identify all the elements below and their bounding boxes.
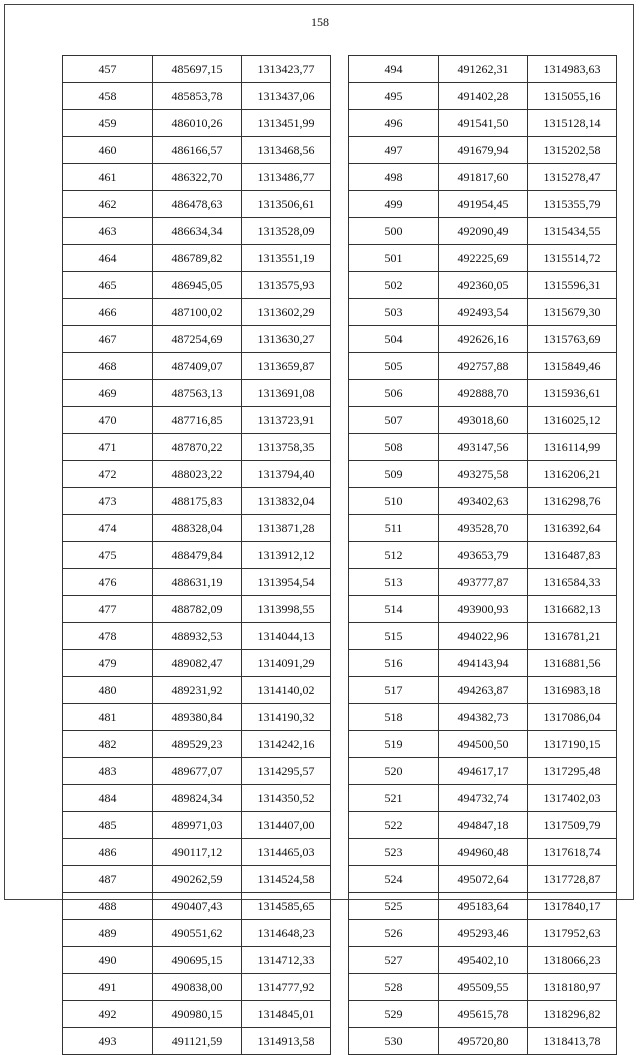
- y-coordinate-cell: 1313528,09: [242, 218, 331, 245]
- point-number-cell: 478: [63, 623, 153, 650]
- y-coordinate-cell: 1316881,56: [528, 650, 617, 677]
- table-row: [63, 920, 331, 947]
- y-coordinate-cell: 1313437,06: [242, 83, 331, 110]
- table-row: [63, 191, 331, 218]
- point-number-cell: 520: [349, 758, 439, 785]
- y-coordinate-cell: 1316983,18: [528, 677, 617, 704]
- table-row: [349, 731, 617, 758]
- y-coordinate-cell: 1315763,69: [528, 326, 617, 353]
- point-number-cell: 507: [349, 407, 439, 434]
- x-coordinate-cell: 488782,09: [153, 596, 242, 623]
- y-coordinate-cell: 1313723,91: [242, 407, 331, 434]
- y-coordinate-cell: 1314777,92: [242, 974, 331, 1001]
- point-number-cell: 521: [349, 785, 439, 812]
- x-coordinate-cell: 489380,84: [153, 704, 242, 731]
- x-coordinate-cell: 491954,45: [439, 191, 528, 218]
- x-coordinate-cell: 489824,34: [153, 785, 242, 812]
- table-row: [63, 299, 331, 326]
- y-coordinate-cell: 1313691,08: [242, 380, 331, 407]
- point-number-cell: 523: [349, 839, 439, 866]
- x-coordinate-cell: 485697,15: [153, 56, 242, 83]
- table-row: [63, 677, 331, 704]
- x-coordinate-cell: 490695,15: [153, 947, 242, 974]
- y-coordinate-cell: 1317728,87: [528, 866, 617, 893]
- x-coordinate-cell: 490117,12: [153, 839, 242, 866]
- table-row: [63, 164, 331, 191]
- x-coordinate-cell: 486322,70: [153, 164, 242, 191]
- point-number-cell: 530: [349, 1028, 439, 1055]
- table-row: [349, 893, 617, 920]
- table-row: [63, 83, 331, 110]
- x-coordinate-cell: 495720,80: [439, 1028, 528, 1055]
- x-coordinate-cell: 494263,87: [439, 677, 528, 704]
- y-coordinate-cell: 1313506,61: [242, 191, 331, 218]
- table-row: [349, 83, 617, 110]
- table-row: [349, 137, 617, 164]
- x-coordinate-cell: 486478,63: [153, 191, 242, 218]
- point-number-cell: 515: [349, 623, 439, 650]
- table-row: [349, 812, 617, 839]
- table-row: [63, 623, 331, 650]
- table-row: [63, 866, 331, 893]
- point-number-cell: 510: [349, 488, 439, 515]
- point-number-cell: 463: [63, 218, 153, 245]
- y-coordinate-cell: 1314648,23: [242, 920, 331, 947]
- table-row: [349, 623, 617, 650]
- point-number-cell: 493: [63, 1028, 153, 1055]
- y-coordinate-cell: 1317295,48: [528, 758, 617, 785]
- x-coordinate-cell: 489529,23: [153, 731, 242, 758]
- point-number-cell: 501: [349, 245, 439, 272]
- table-row: [349, 920, 617, 947]
- y-coordinate-cell: 1314913,58: [242, 1028, 331, 1055]
- point-number-cell: 516: [349, 650, 439, 677]
- x-coordinate-cell: 487254,69: [153, 326, 242, 353]
- y-coordinate-cell: 1313871,28: [242, 515, 331, 542]
- x-coordinate-cell: 487563,13: [153, 380, 242, 407]
- point-number-cell: 465: [63, 272, 153, 299]
- point-number-cell: 460: [63, 137, 153, 164]
- point-number-cell: 508: [349, 434, 439, 461]
- table-row: [349, 785, 617, 812]
- point-number-cell: 481: [63, 704, 153, 731]
- y-coordinate-cell: 1313423,77: [242, 56, 331, 83]
- table-row: [349, 191, 617, 218]
- y-coordinate-cell: 1316114,99: [528, 434, 617, 461]
- y-coordinate-cell: 1314350,52: [242, 785, 331, 812]
- y-coordinate-cell: 1313630,27: [242, 326, 331, 353]
- point-number-cell: 490: [63, 947, 153, 974]
- point-number-cell: 469: [63, 380, 153, 407]
- x-coordinate-cell: 491262,31: [439, 56, 528, 83]
- x-coordinate-cell: 495183,64: [439, 893, 528, 920]
- y-coordinate-cell: 1317190,15: [528, 731, 617, 758]
- y-coordinate-cell: 1317086,04: [528, 704, 617, 731]
- table-row: [349, 380, 617, 407]
- point-number-cell: 497: [349, 137, 439, 164]
- point-number-cell: 488: [63, 893, 153, 920]
- y-coordinate-cell: 1313451,99: [242, 110, 331, 137]
- table-row: [63, 596, 331, 623]
- point-number-cell: 479: [63, 650, 153, 677]
- y-coordinate-cell: 1318180,97: [528, 974, 617, 1001]
- point-number-cell: 505: [349, 353, 439, 380]
- table-row: [63, 1028, 331, 1055]
- point-number-cell: 487: [63, 866, 153, 893]
- table-row: [63, 947, 331, 974]
- y-coordinate-cell: 1313659,87: [242, 353, 331, 380]
- table-row: [349, 326, 617, 353]
- point-number-cell: 467: [63, 326, 153, 353]
- y-coordinate-cell: 1314585,65: [242, 893, 331, 920]
- x-coordinate-cell: 490838,00: [153, 974, 242, 1001]
- point-number-cell: 519: [349, 731, 439, 758]
- point-number-cell: 471: [63, 434, 153, 461]
- x-coordinate-cell: 495615,78: [439, 1001, 528, 1028]
- point-number-cell: 477: [63, 596, 153, 623]
- y-coordinate-cell: 1313758,35: [242, 434, 331, 461]
- y-coordinate-cell: 1314091,29: [242, 650, 331, 677]
- x-coordinate-cell: 486945,05: [153, 272, 242, 299]
- x-coordinate-cell: 491817,60: [439, 164, 528, 191]
- x-coordinate-cell: 495293,46: [439, 920, 528, 947]
- y-coordinate-cell: 1315202,58: [528, 137, 617, 164]
- y-coordinate-cell: 1316487,83: [528, 542, 617, 569]
- y-coordinate-cell: 1314407,00: [242, 812, 331, 839]
- x-coordinate-cell: 493900,93: [439, 596, 528, 623]
- point-number-cell: 522: [349, 812, 439, 839]
- y-coordinate-cell: 1313954,54: [242, 569, 331, 596]
- y-coordinate-cell: 1316682,13: [528, 596, 617, 623]
- point-number-cell: 494: [349, 56, 439, 83]
- x-coordinate-cell: 493777,87: [439, 569, 528, 596]
- table-row: [63, 542, 331, 569]
- x-coordinate-cell: 491541,50: [439, 110, 528, 137]
- point-number-cell: 476: [63, 569, 153, 596]
- x-coordinate-cell: 494022,96: [439, 623, 528, 650]
- table-row: [349, 866, 617, 893]
- point-number-cell: 527: [349, 947, 439, 974]
- table-row: [63, 1001, 331, 1028]
- point-number-cell: 486: [63, 839, 153, 866]
- x-coordinate-cell: 488479,84: [153, 542, 242, 569]
- x-coordinate-cell: 492090,49: [439, 218, 528, 245]
- x-coordinate-cell: 487100,02: [153, 299, 242, 326]
- y-coordinate-cell: 1315514,72: [528, 245, 617, 272]
- x-coordinate-cell: 491402,28: [439, 83, 528, 110]
- y-coordinate-cell: 1316206,21: [528, 461, 617, 488]
- point-number-cell: 495: [349, 83, 439, 110]
- y-coordinate-cell: 1313998,55: [242, 596, 331, 623]
- table-row: [63, 704, 331, 731]
- point-number-cell: 512: [349, 542, 439, 569]
- table-row: [349, 56, 617, 83]
- point-number-cell: 492: [63, 1001, 153, 1028]
- point-number-cell: 518: [349, 704, 439, 731]
- point-number-cell: 457: [63, 56, 153, 83]
- y-coordinate-cell: 1315055,16: [528, 83, 617, 110]
- y-coordinate-cell: 1313794,40: [242, 461, 331, 488]
- point-number-cell: 459: [63, 110, 153, 137]
- table-row: [63, 353, 331, 380]
- table-row: [349, 461, 617, 488]
- x-coordinate-cell: 490262,59: [153, 866, 242, 893]
- point-number-cell: 458: [63, 83, 153, 110]
- x-coordinate-cell: 485853,78: [153, 83, 242, 110]
- point-number-cell: 468: [63, 353, 153, 380]
- table-row: [63, 137, 331, 164]
- point-number-cell: 485: [63, 812, 153, 839]
- table-row: [349, 569, 617, 596]
- table-row: [349, 596, 617, 623]
- table-row: [349, 515, 617, 542]
- table-row: [349, 218, 617, 245]
- point-number-cell: 517: [349, 677, 439, 704]
- y-coordinate-cell: 1314242,16: [242, 731, 331, 758]
- table-row: [349, 110, 617, 137]
- point-number-cell: 500: [349, 218, 439, 245]
- table-row: [63, 245, 331, 272]
- table-row: [349, 542, 617, 569]
- y-coordinate-cell: 1315849,46: [528, 353, 617, 380]
- table-row: [349, 164, 617, 191]
- table-row: [63, 758, 331, 785]
- x-coordinate-cell: 491679,94: [439, 137, 528, 164]
- x-coordinate-cell: 487716,85: [153, 407, 242, 434]
- y-coordinate-cell: 1313575,93: [242, 272, 331, 299]
- point-number-cell: 491: [63, 974, 153, 1001]
- x-coordinate-cell: 488631,19: [153, 569, 242, 596]
- table-row: [63, 839, 331, 866]
- y-coordinate-cell: 1314712,33: [242, 947, 331, 974]
- table-row: [349, 299, 617, 326]
- x-coordinate-cell: 487409,07: [153, 353, 242, 380]
- point-number-cell: 498: [349, 164, 439, 191]
- x-coordinate-cell: 492360,05: [439, 272, 528, 299]
- x-coordinate-cell: 489971,03: [153, 812, 242, 839]
- coordinates-table-right: [348, 55, 617, 1055]
- table-row: [349, 245, 617, 272]
- y-coordinate-cell: 1315936,61: [528, 380, 617, 407]
- x-coordinate-cell: 490551,62: [153, 920, 242, 947]
- x-coordinate-cell: 492225,69: [439, 245, 528, 272]
- x-coordinate-cell: 494960,48: [439, 839, 528, 866]
- x-coordinate-cell: 492493,54: [439, 299, 528, 326]
- point-number-cell: 526: [349, 920, 439, 947]
- point-number-cell: 503: [349, 299, 439, 326]
- table-row: [349, 677, 617, 704]
- y-coordinate-cell: 1314983,63: [528, 56, 617, 83]
- x-coordinate-cell: 486010,26: [153, 110, 242, 137]
- point-number-cell: 475: [63, 542, 153, 569]
- y-coordinate-cell: 1318296,82: [528, 1001, 617, 1028]
- point-number-cell: 462: [63, 191, 153, 218]
- x-coordinate-cell: 486634,34: [153, 218, 242, 245]
- table-row: [63, 110, 331, 137]
- y-coordinate-cell: 1313486,77: [242, 164, 331, 191]
- point-number-cell: 499: [349, 191, 439, 218]
- table-row: [63, 56, 331, 83]
- table-row: [63, 488, 331, 515]
- x-coordinate-cell: 491121,59: [153, 1028, 242, 1055]
- y-coordinate-cell: 1313468,56: [242, 137, 331, 164]
- x-coordinate-cell: 490980,15: [153, 1001, 242, 1028]
- table-row: [349, 353, 617, 380]
- point-number-cell: 474: [63, 515, 153, 542]
- y-coordinate-cell: 1314190,32: [242, 704, 331, 731]
- point-number-cell: 513: [349, 569, 439, 596]
- y-coordinate-cell: 1317402,03: [528, 785, 617, 812]
- x-coordinate-cell: 494617,17: [439, 758, 528, 785]
- y-coordinate-cell: 1316781,21: [528, 623, 617, 650]
- x-coordinate-cell: 493018,60: [439, 407, 528, 434]
- point-number-cell: 529: [349, 1001, 439, 1028]
- table-row: [63, 326, 331, 353]
- point-number-cell: 482: [63, 731, 153, 758]
- y-coordinate-cell: 1313832,04: [242, 488, 331, 515]
- x-coordinate-cell: 495402,10: [439, 947, 528, 974]
- x-coordinate-cell: 492888,70: [439, 380, 528, 407]
- x-coordinate-cell: 492626,16: [439, 326, 528, 353]
- x-coordinate-cell: 494732,74: [439, 785, 528, 812]
- x-coordinate-cell: 495072,64: [439, 866, 528, 893]
- table-row: [63, 785, 331, 812]
- y-coordinate-cell: 1316392,64: [528, 515, 617, 542]
- table-row: [63, 812, 331, 839]
- page-number: 158: [311, 15, 329, 29]
- x-coordinate-cell: 493653,79: [439, 542, 528, 569]
- x-coordinate-cell: 494382,73: [439, 704, 528, 731]
- y-coordinate-cell: 1316584,33: [528, 569, 617, 596]
- table-row: [349, 1028, 617, 1055]
- x-coordinate-cell: 493275,58: [439, 461, 528, 488]
- y-coordinate-cell: 1315278,47: [528, 164, 617, 191]
- table-row: [63, 515, 331, 542]
- point-number-cell: 514: [349, 596, 439, 623]
- table-row: [349, 839, 617, 866]
- x-coordinate-cell: 492757,88: [439, 353, 528, 380]
- point-number-cell: 502: [349, 272, 439, 299]
- table-row: [63, 731, 331, 758]
- x-coordinate-cell: 488023,22: [153, 461, 242, 488]
- point-number-cell: 483: [63, 758, 153, 785]
- x-coordinate-cell: 493402,63: [439, 488, 528, 515]
- table-row: [349, 758, 617, 785]
- point-number-cell: 528: [349, 974, 439, 1001]
- x-coordinate-cell: 494847,18: [439, 812, 528, 839]
- x-coordinate-cell: 494500,50: [439, 731, 528, 758]
- y-coordinate-cell: 1314140,02: [242, 677, 331, 704]
- y-coordinate-cell: 1314295,57: [242, 758, 331, 785]
- y-coordinate-cell: 1313602,29: [242, 299, 331, 326]
- x-coordinate-cell: 488932,53: [153, 623, 242, 650]
- y-coordinate-cell: 1314465,03: [242, 839, 331, 866]
- x-coordinate-cell: 486789,82: [153, 245, 242, 272]
- point-number-cell: 504: [349, 326, 439, 353]
- table-row: [63, 893, 331, 920]
- x-coordinate-cell: 486166,57: [153, 137, 242, 164]
- table-row: [63, 380, 331, 407]
- table-row: [63, 461, 331, 488]
- x-coordinate-cell: 489082,47: [153, 650, 242, 677]
- table-row: [349, 272, 617, 299]
- y-coordinate-cell: 1314044,13: [242, 623, 331, 650]
- y-coordinate-cell: 1316298,76: [528, 488, 617, 515]
- y-coordinate-cell: 1313551,19: [242, 245, 331, 272]
- point-number-cell: 506: [349, 380, 439, 407]
- x-coordinate-cell: 487870,22: [153, 434, 242, 461]
- point-number-cell: 473: [63, 488, 153, 515]
- x-coordinate-cell: 488328,04: [153, 515, 242, 542]
- y-coordinate-cell: 1318413,78: [528, 1028, 617, 1055]
- x-coordinate-cell: 493147,56: [439, 434, 528, 461]
- table-row: [63, 569, 331, 596]
- y-coordinate-cell: 1318066,23: [528, 947, 617, 974]
- table-row: [63, 218, 331, 245]
- table-row: [349, 704, 617, 731]
- table-row: [349, 974, 617, 1001]
- x-coordinate-cell: 489231,92: [153, 677, 242, 704]
- table-row: [349, 488, 617, 515]
- x-coordinate-cell: 489677,07: [153, 758, 242, 785]
- x-coordinate-cell: 495509,55: [439, 974, 528, 1001]
- y-coordinate-cell: 1317840,17: [528, 893, 617, 920]
- y-coordinate-cell: 1315128,14: [528, 110, 617, 137]
- y-coordinate-cell: 1314524,58: [242, 866, 331, 893]
- y-coordinate-cell: 1317509,79: [528, 812, 617, 839]
- point-number-cell: 524: [349, 866, 439, 893]
- point-number-cell: 525: [349, 893, 439, 920]
- y-coordinate-cell: 1314845,01: [242, 1001, 331, 1028]
- y-coordinate-cell: 1315596,31: [528, 272, 617, 299]
- table-row: [349, 434, 617, 461]
- x-coordinate-cell: 494143,94: [439, 650, 528, 677]
- coordinates-table-left: [62, 55, 331, 1055]
- y-coordinate-cell: 1315434,55: [528, 218, 617, 245]
- y-coordinate-cell: 1316025,12: [528, 407, 617, 434]
- table-row: [63, 272, 331, 299]
- table-row: [349, 650, 617, 677]
- x-coordinate-cell: 493528,70: [439, 515, 528, 542]
- y-coordinate-cell: 1315679,30: [528, 299, 617, 326]
- x-coordinate-cell: 490407,43: [153, 893, 242, 920]
- y-coordinate-cell: 1317952,63: [528, 920, 617, 947]
- table-row: [349, 947, 617, 974]
- point-number-cell: 472: [63, 461, 153, 488]
- point-number-cell: 509: [349, 461, 439, 488]
- table-row: [63, 650, 331, 677]
- point-number-cell: 511: [349, 515, 439, 542]
- y-coordinate-cell: 1313912,12: [242, 542, 331, 569]
- y-coordinate-cell: 1315355,79: [528, 191, 617, 218]
- point-number-cell: 484: [63, 785, 153, 812]
- table-row: [349, 1001, 617, 1028]
- point-number-cell: 466: [63, 299, 153, 326]
- point-number-cell: 480: [63, 677, 153, 704]
- table-row: [63, 974, 331, 1001]
- x-coordinate-cell: 488175,83: [153, 488, 242, 515]
- point-number-cell: 464: [63, 245, 153, 272]
- point-number-cell: 489: [63, 920, 153, 947]
- point-number-cell: 461: [63, 164, 153, 191]
- table-row: [63, 434, 331, 461]
- table-row: [349, 407, 617, 434]
- y-coordinate-cell: 1317618,74: [528, 839, 617, 866]
- point-number-cell: 496: [349, 110, 439, 137]
- table-row: [63, 407, 331, 434]
- point-number-cell: 470: [63, 407, 153, 434]
